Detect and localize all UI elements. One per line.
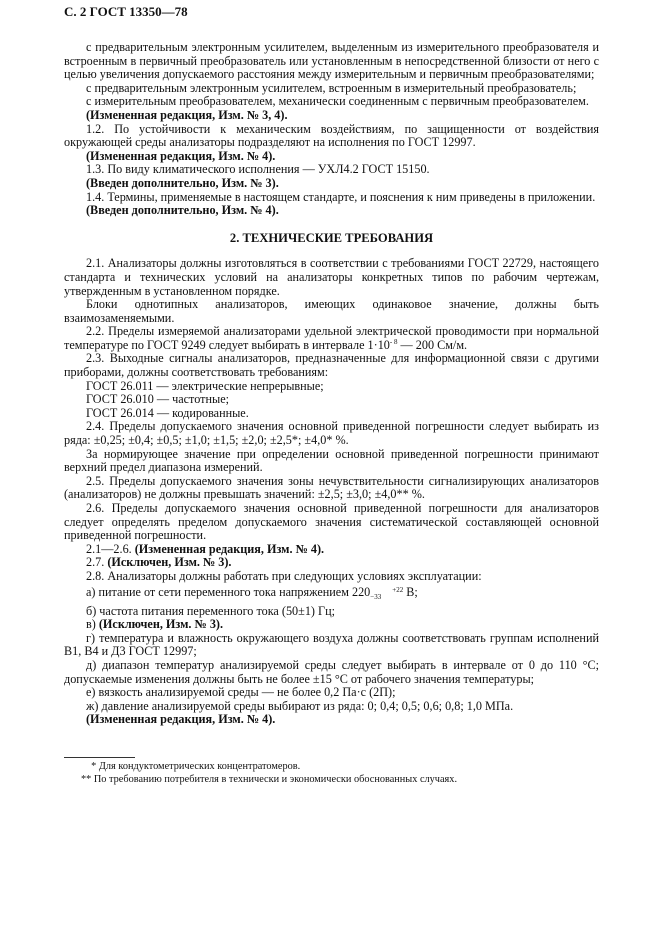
paragraph: с предварительным электронным усилителем, встроенным в измерительный преобразователь; — [86, 80, 577, 95]
page-header: С. 2 ГОСТ 13350—78 — [64, 4, 188, 19]
paragraph-2-1: 2.1. Анализаторы должны изготовляться в соответствии с требованиями ГОСТ 22729, настоящего стандарта и технических условий на анализаторы конкретных типов по рабочим чертежам, утвержденным в установленном порядке. — [64, 256, 599, 298]
condition-g: г) температура и влажность окружающего воздуха должны соответствовать группам исполнений В1, В4 и Д3 ГОСТ 12997; — [64, 630, 599, 659]
paragraph-2-4: 2.4. Пределы допускаемого значения основной приведенной погрешности следует выбирать из ряда: ±0,25; ±0,4; ±0,5; ±1,0; ±1,5; ±2,0; ±2,5*; ±4,0* %. — [64, 419, 599, 448]
footnote-1: * Для кондуктометрических концентратомеров. — [86, 760, 301, 772]
section-title: 2. ТЕХНИЧЕСКИЕ ТРЕБОВАНИЯ — [229, 230, 434, 245]
paragraph-2-2 — [64, 325, 599, 352]
condition-b: б) частота питания переменного тока (50±1) Гц; — [86, 603, 335, 618]
text: в) — [86, 617, 96, 632]
exponent: - 8 — [389, 337, 398, 346]
amendment-note: (Введен дополнительно, Изм. № 3). — [86, 175, 279, 190]
text: 2.1—2.6. — [86, 541, 132, 556]
text: а) питание от сети переменного тока напряжением 220 — [86, 584, 371, 599]
tolerance-lower: −33 — [370, 592, 382, 601]
condition-zh: ж) давление анализируемой среды выбирают из ряда: 0; 0,4; 0,5; 0,6; 0,8; 1,0 МПа. — [86, 698, 514, 713]
text: 2.2. Пределы измеряемой анализаторами удельной электрической проводимости при нормальной температуре по ГОСТ 9249 следует выбирать в интервале 1·10 — [64, 324, 599, 352]
paragraph: 1.2. По устойчивости к механическим воздействиям, по защищенности от воздействия окружающей среды анализаторы подразделяют на исполнения по ГОСТ 12997. — [64, 121, 599, 150]
condition-d: д) диапазон температур анализируемой среды следует выбирать в интервале от 0 до 110 °С; допускаемые изменения должны быть не более ±15 °С от рабочего значения температуры; — [64, 657, 599, 686]
paragraph: 1.4. Термины, применяемые в настоящем стандарте, и пояснения к ним приведены в приложении. — [86, 189, 596, 204]
paragraph-2-6: 2.6. Пределы допускаемого значения основной приведенной погрешности для анализаторов следует определять пределом допускаемого значения систематической составляющей основной приведенной погрешности. — [64, 501, 599, 543]
amendment-note: (Исключен, Изм. № 3). — [107, 555, 232, 570]
condition-e: е) вязкость анализируемой среды — не более 0,2 Па·с (2П); — [86, 685, 396, 700]
text: 2.7. — [86, 555, 105, 570]
paragraph: 1.3. По виду климатического исполнения — УХЛ4.2 ГОСТ 15150. — [86, 162, 430, 177]
paragraph: с предварительным электронным усилителем, выделенным из измерительного преобразователя и встроенным в первичный преобразователь или установленным в непосредственной близости от него с целью увеличения допускаемого расстояния между измерительным и первичным преобразователями; — [64, 40, 599, 82]
tolerance — [370, 587, 403, 601]
paragraph-2-4-note: За нормирующее значение при определении основной приведенной погрешности принимают верхний предел диапазона измерений. — [64, 446, 599, 475]
amendment-note: (Измененная редакция, Изм. № 4). — [134, 541, 325, 556]
paragraph-2-5: 2.5. Пределы допускаемого значения зоны нечувствительности сигнализирующих анализаторов (анализаторов) не должны превышать значений: ±2,5; ±3,0; ±4,0** %. — [64, 473, 599, 502]
footnote-divider — [64, 757, 135, 758]
text: — 200 См/м. — [397, 337, 468, 352]
amendment-note: (Исключен, Изм. № 3). — [98, 617, 224, 632]
gost-item: ГОСТ 26.014 — кодированные. — [86, 405, 249, 420]
section-2 — [64, 232, 599, 727]
paragraph-2-3: 2.3. Выходные сигналы анализаторов, предназначенные для информационной связи с другими приборами, должны соответствовать требованиям: — [64, 351, 599, 380]
gost-item: ГОСТ 26.011 — электрические непрерывные; — [86, 378, 324, 393]
amendment-note: (Измененная редакция, Изм. № 4). — [86, 712, 276, 727]
tolerance-upper: +22 — [392, 585, 404, 594]
amendment-note: (Измененная редакция, Изм. № 3, 4). — [86, 107, 288, 122]
paragraph-2-1-blocks: Блоки однотипных анализаторов, имеющих одинаковое значение, должны быть взаимозаменяемыми. — [64, 297, 599, 325]
page-body — [64, 41, 599, 786]
amendment-note: (Введен дополнительно, Изм. № 4). — [86, 203, 279, 218]
paragraph-2-7 — [64, 556, 599, 570]
paragraph-2-8: 2.8. Анализаторы должны работать при следующих условиях эксплуатации: — [86, 568, 482, 583]
condition-v — [64, 618, 599, 632]
text: В; — [403, 584, 418, 599]
paragraph: с измерительным преобразователем, механически соединенным с первичным преобразователем. — [86, 94, 589, 109]
amendment-2-1-2-6 — [64, 543, 599, 557]
amendment-note: (Измененная редакция, Изм. № 4). — [86, 148, 276, 163]
condition-a — [64, 586, 599, 601]
gost-item: ГОСТ 26.010 — частотные; — [86, 392, 229, 407]
section-1-continuation — [64, 41, 599, 218]
footnote-2: ** По требованию потребителя в технически и экономически обоснованных случаях. — [81, 773, 458, 785]
